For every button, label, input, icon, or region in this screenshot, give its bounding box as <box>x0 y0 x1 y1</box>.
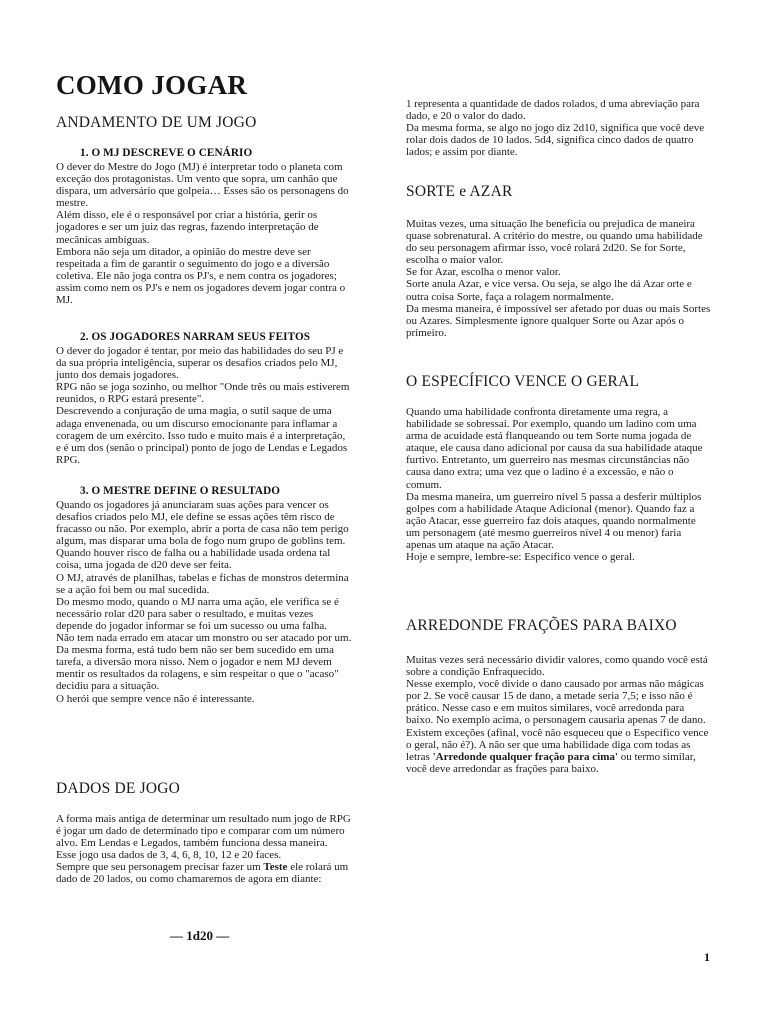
paragraph-dados <box>56 813 352 886</box>
paragraph-sorte <box>406 218 712 339</box>
paragraph-jogadores <box>56 345 352 466</box>
text-segment: ou termo similar, você deve arredondar as frações para baixo. <box>406 750 696 775</box>
text-line: Embora não seja um ditador, a opinião do mestre deve ser respeitada a fim de garantir o seguimento do jogo e a diversão coletiva. Ele não joga contra os PJ's, e nem contra os jogadores; assim como nem os PJ's e nem os jogadores devem jogar contra o MJ. <box>56 245 346 307</box>
text-line: Quando houver risco de falha ou a habilidade usada ordena tal coisa, uma jogada de d20 deve ser feita. <box>56 547 331 572</box>
subheading-jogadores: 2. OS JOGADORES NARRAM SEUS FEITOS <box>80 331 311 343</box>
text-line: Da mesma forma, se algo no jogo diz 2d10, significa que você deve rolar dois dados de 10 lados. 5d4, significa cinco dados de quatro lados; e assim por diante. <box>406 122 705 159</box>
text-line: Além disso, ele é o responsável por criar a história, gerir os jogadores e ser um juiz das regras, fazendo interpretação de mecânicas ambíguas. <box>56 209 319 246</box>
heading-especifico: O ESPECÍFICO VENCE O GERAL <box>406 373 640 390</box>
text-segment: Existem exceções (afinal, você não esqueceu que o Específico vence o geral, não é?). A não ser que uma habilidade diga com todas as letras <box>406 726 709 763</box>
text-line: Sorte anula Azar, e vice versa. Ou seja, se algo lhe dá Azar orte e outra coisa Sorte, faça a rolagem normalmente. <box>406 278 692 303</box>
text-line: Não tem nada errado em atacar um monstro ou ser atacado por um. Da mesma forma, está tudo bem não ser bem sucedido em uma tarefa, a diversão mora nisso. Nem o jogador e nem MJ devem mentir os resultados da rolagens, e sim respeitar o que o "acaso" decidiu para a situação. <box>56 632 352 693</box>
text-line: Descrevendo a conjuração de uma magia, o sutil saque de uma adaga envenenada, ou um discurso emocionante para inflamar a coragem de um exército. Isso tudo e muito mais é a interpretação, e é um dos (senão o principal) ponto de jogo de Lendas e Legados RPG. <box>56 405 348 466</box>
text-line: O dever do Mestre do Jogo (MJ) é interpretar todo o planeta com exceção dos protagonistas. Um vento que sopra, um canhão que dispara, um adversário que golpeia… Esses são os personagens do mestre. <box>56 161 349 210</box>
arredonde-quote: 'Arredonde qualquer fração para cima' <box>432 750 618 763</box>
text-line: Se for Azar, escolha o menor valor. <box>406 266 561 279</box>
text-segment: ele rolará um dado de 20 lados, ou como chamaremos de agora em diante: <box>56 861 349 886</box>
text-line: Quando uma habilidade confronta diretamente uma regra, a habilidade se sobressai. Por exemplo, quando um ladino com uma arma de acuidade está flanqueando ou tem Sorte numa jogada de ataque, ele causa dano adicional por causa da sua habilidade ataque furtivo. Entretanto, um guerreiro nas mesmas circunstâncias não causa dano extra; uma vez que o ladino é a excessão, e não o comum. <box>406 406 703 491</box>
heading-arredonde: ARREDONDE FRAÇÕES PARA BAIXO <box>406 617 677 634</box>
text-line: O dever do jogador é tentar, por meio das habilidades do seu PJ e da sua própria inteligência, superar os desafios criados pelo MJ, junto dos demais jogadores. <box>56 345 344 382</box>
subheading-cenario: 1. O MJ DESCREVE O CENÁRIO <box>80 147 253 159</box>
text-line: Hoje e sempre, lembre-se: Específico vence o geral. <box>406 551 635 564</box>
teste-term: Teste <box>263 861 288 874</box>
paragraph-arredonde <box>406 654 712 775</box>
paragraph-cenario <box>56 161 352 306</box>
subheading-resultado: 3. O MESTRE DEFINE O RESULTADO <box>80 485 281 497</box>
page-title: COMO JOGAR <box>56 70 248 100</box>
text-line: Nesse exemplo, você divide o dano causado por armas não mágicas por 2. Se você causar 15 de dano, a metade seria 7,5; e isso não é prático. Nesse caso e em muitos similares, você arredonda para baixo. No exemplo acima, o personagem causaria apenas 7 de dano. <box>406 678 706 727</box>
text-line: 1 representa a quantidade de dados rolados, d uma abreviação para dado, e 20 o valor do dado. <box>406 98 700 123</box>
paragraph-dados-continued <box>406 98 712 158</box>
text-line: O herói que sempre vence não é interessante. <box>56 692 255 705</box>
heading-sorte: SORTE e AZAR <box>406 183 513 200</box>
text-line <box>56 861 352 885</box>
heading-andamento: ANDAMENTO DE UM JOGO <box>56 114 257 131</box>
paragraph-especifico <box>406 406 712 563</box>
text-line: Muitas vezes, uma situação lhe beneficia ou prejudica de maneira quase sobrenatural. A critério do mestre, ou quando uma habilidade do seu personagem afirmar isso, você rolará 2d20. Se for Sorte, escolha o maior valor. <box>406 218 703 267</box>
text-line: Quando os jogadores já anunciaram suas ações para vencer os desafios criados pelo MJ, ele define se essas ações têm risco de fracasso ou não. Por exemplo, abrir a porta de casa não tem perigo algum, mas disparar uma bola de fogo num grupo de goblins tem. <box>56 499 349 548</box>
text-line: Da mesma maneira, é impossível ser afetado por duas ou mais Sortes ou Azares. Simplesmente ignore qualquer Sorte ou Azar após o primeiro. <box>406 302 711 339</box>
paragraph-resultado <box>56 499 352 705</box>
text-segment: Sempre que seu personagem precisar fazer um <box>56 861 264 874</box>
text-line: Do mesmo modo, quando o MJ narra uma ação, ele verifica se é necessário rolar d20 para saber o resultado, e muitas vezes depende do jogador informar se foi um sucesso ou uma falha. <box>56 595 339 632</box>
dice-notation: — 1d20 — <box>170 928 230 943</box>
text-line: Muitas vezes será necessário dividir valores, como quando você está sobre a condição Enfraquecido. <box>406 654 708 679</box>
text-line: Da mesma maneira, um guerreiro nível 5 passa a desferir múltiplos golpes com a habilidade Ataque Adicional (menor). Quando faz a ação Atacar, esse guerreiro faz dois ataques, quando normalmente um personagem (até mesmo guerreiros nível 4 ou menor) faria apenas um ataque na ação Atacar. <box>406 490 702 552</box>
text-line: O MJ, através de planilhas, tabelas e fichas de monstros determina se a ação foi bem ou mal sucedida. <box>56 571 349 596</box>
text-line <box>406 727 712 775</box>
page-number: 1 <box>704 950 710 964</box>
text-line: A forma mais antiga de determinar um resultado num jogo de RPG é jogar um dado de determinado tipo e comparar com um número alvo. Em Lendas e Legados, também funciona dessa maneira. <box>56 813 351 850</box>
text-line: Esse jogo usa dados de 3, 4, 6, 8, 10, 12 e 20 faces. <box>56 849 282 862</box>
heading-dados: DADOS DE JOGO <box>56 780 181 797</box>
text-line: RPG não se joga sozinho, ou melhor "Onde três ou mais estiverem reunidos, o RPG estará presente". <box>56 381 350 406</box>
